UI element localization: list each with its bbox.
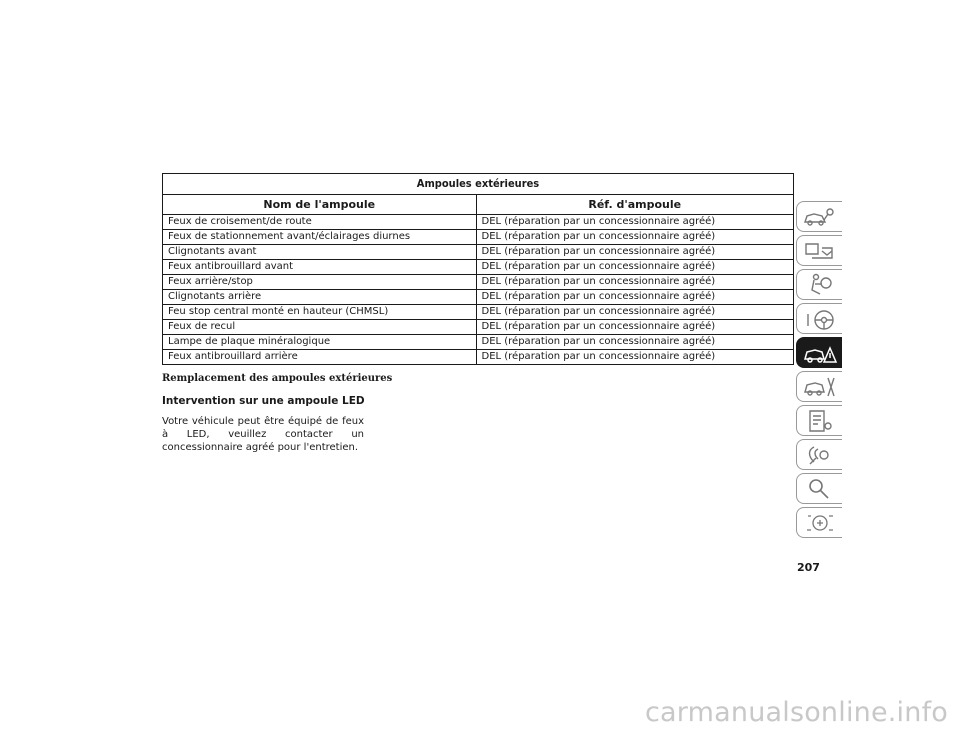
tab-multimedia[interactable]	[796, 439, 842, 470]
bulb-ref-cell: DEL (réparation par un concessionnaire agréé)	[476, 305, 793, 320]
table-row	[163, 230, 793, 245]
table-header-row	[163, 195, 793, 215]
bulb-name-cell: Feux arrière/stop	[163, 275, 476, 290]
bulb-name-cell: Clignotants arrière	[163, 290, 476, 305]
chapter-tabs	[796, 201, 842, 541]
col-header-bulb-name: Nom de l'ampoule	[163, 195, 476, 215]
sub-heading: Intervention sur une ampoule LED	[162, 395, 365, 407]
table-row	[163, 305, 793, 320]
bulb-name-cell: Feux de croisement/de route	[163, 215, 476, 230]
car-warning-icon	[802, 340, 838, 366]
exterior-bulbs-table	[162, 173, 794, 365]
bulbs-table-grid	[163, 195, 793, 364]
airbag-seat-icon	[802, 272, 838, 298]
bulb-name-cell: Clignotants avant	[163, 245, 476, 260]
tab-car-tools[interactable]	[796, 371, 842, 402]
tab-specifications[interactable]	[796, 405, 842, 436]
tab-car-key[interactable]	[796, 201, 842, 232]
table-row	[163, 290, 793, 305]
table-row	[163, 215, 793, 230]
table-row	[163, 275, 793, 290]
tab-car-warning[interactable]	[796, 337, 842, 368]
languages-icon	[802, 510, 838, 536]
table-row	[163, 260, 793, 275]
index-search-icon	[802, 476, 838, 502]
bulb-ref-cell: DEL (réparation par un concessionnaire agréé)	[476, 260, 793, 275]
car-key-icon	[802, 204, 838, 230]
body-paragraph: Votre véhicule peut être équipé de feux à LED, veuillez contacter un concessionnaire agréé pour l'entretien.	[162, 416, 364, 453]
bulb-name-cell: Feux antibrouillard avant	[163, 260, 476, 275]
section-heading: Remplacement des ampoules extérieures	[162, 373, 393, 384]
bulb-ref-cell: DEL (réparation par un concessionnaire agréé)	[476, 290, 793, 305]
dashboard-message-icon	[802, 238, 838, 264]
bulb-name-cell: Feu stop central monté en hauteur (CHMSL)	[163, 305, 476, 320]
watermark: carmanualsonline.info	[645, 697, 948, 728]
table-title: Ampoules extérieures	[163, 174, 793, 195]
bulb-name-cell: Feux de stationnement avant/éclairages diurnes	[163, 230, 476, 245]
tab-airbag-seat[interactable]	[796, 269, 842, 300]
bulb-ref-cell: DEL (réparation par un concessionnaire agréé)	[476, 230, 793, 245]
tab-languages[interactable]	[796, 507, 842, 538]
multimedia-icon	[802, 442, 838, 468]
bulb-ref-cell: DEL (réparation par un concessionnaire agréé)	[476, 335, 793, 350]
col-header-bulb-ref: Réf. d'ampoule	[476, 195, 793, 215]
bulb-name-cell: Lampe de plaque minéralogique	[163, 335, 476, 350]
bulb-ref-cell: DEL (réparation par un concessionnaire agréé)	[481, 351, 716, 362]
bulb-name-cell: Feux antibrouillard arrière	[163, 350, 476, 365]
tab-index-search[interactable]	[796, 473, 842, 504]
bulb-name-cell: Feux de recul	[163, 320, 476, 335]
table-row	[163, 245, 793, 260]
table-row	[163, 335, 793, 350]
bulb-ref-cell: DEL (réparation par un concessionnaire agréé)	[476, 275, 793, 290]
steering-wheel-icon	[802, 306, 838, 332]
table-row	[163, 320, 793, 335]
table-row	[163, 350, 793, 365]
car-tools-icon	[802, 374, 838, 400]
bulb-ref-cell: DEL (réparation par un concessionnaire agréé)	[476, 320, 793, 335]
tab-steering-wheel[interactable]	[796, 303, 842, 334]
specifications-list-icon	[802, 408, 838, 434]
bulb-ref-cell: DEL (réparation par un concessionnaire agréé)	[476, 245, 793, 260]
bulb-ref-cell: DEL (réparation par un concessionnaire agréé)	[476, 215, 793, 230]
page-number: 207	[797, 561, 820, 574]
tab-dashboard-message[interactable]	[796, 235, 842, 266]
